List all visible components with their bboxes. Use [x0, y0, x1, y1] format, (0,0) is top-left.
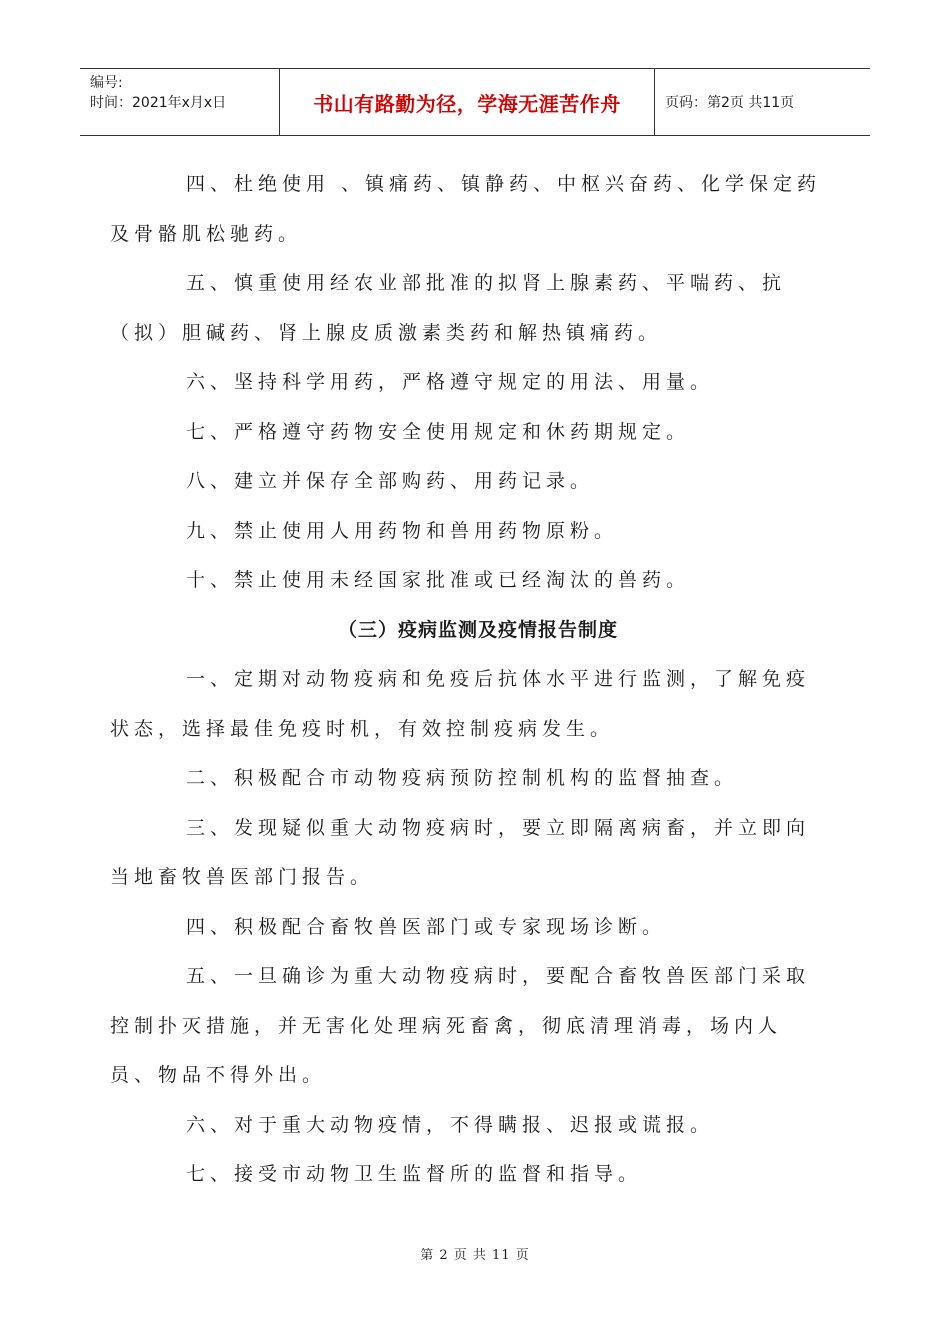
paragraph-line: （拟）胆碱药、肾上腺皮质激素类药和解热镇痛药。 [110, 321, 663, 344]
paragraph-line: 五、一旦确诊为重大动物疫病时，要配合畜牧兽医部门采取 [186, 965, 811, 987]
paragraph [148, 1101, 808, 1151]
paragraph [148, 1150, 808, 1200]
paragraph-line: 八、建立并保存全部购药、用药记录。 [186, 470, 595, 492]
paragraph-line: 及骨骼肌松驰药。 [110, 222, 303, 245]
paragraph [148, 457, 808, 507]
paragraph-line: 员、物品不得外出。 [110, 1064, 327, 1086]
header-page-info: 页码：第2页 共11页 [665, 95, 795, 111]
paragraph-line: 六、对于重大动物疫情，不得瞒报、迟报或谎报。 [186, 1113, 715, 1136]
paragraph [148, 754, 808, 804]
paragraph [110, 952, 811, 1101]
paragraph-line: 控制扑灭措施，并无害化处理病死畜禽，彻底清理消毒，场内人 [110, 1014, 783, 1037]
paragraph [110, 160, 822, 259]
paragraph-line: 七、接受市动物卫生监督所的监督和指导。 [186, 1163, 643, 1185]
header-meta [80, 69, 280, 135]
paragraph [110, 655, 811, 754]
paragraph [148, 408, 808, 458]
page-header [80, 68, 870, 136]
document-body [110, 160, 822, 1200]
page-footer: 第 2 页 共 11 页 [420, 1248, 530, 1263]
paragraph-line: 十、禁止使用未经国家批准或已经淘汰的兽药。 [186, 569, 691, 591]
document-number-label: 编号: [90, 75, 123, 91]
paragraph-line: 六、坚持科学用药，严格遵守规定的用法、用量。 [186, 371, 715, 393]
paragraph-line: 三、发现疑似重大动物疫病时，要立即隔离病畜，并立即向 [186, 816, 811, 839]
paragraph [148, 903, 808, 953]
paragraph-line: 状态，选择最佳免疫时机，有效控制疫病发生。 [110, 717, 615, 740]
paragraph [110, 804, 811, 903]
paragraph-line: 二、积极配合市动物疫病预防控制机构的监督抽查。 [186, 767, 739, 789]
paragraph-group-a [110, 160, 822, 606]
paragraph-line: 四、杜绝使用 、镇痛药、镇静药、中枢兴奋药、化学保定药 [186, 173, 822, 195]
paragraph-line: 四、积极配合畜牧兽医部门或专家现场诊断。 [186, 915, 667, 938]
paragraph-line: 九、禁止使用人用药物和兽用药物原粉。 [186, 519, 619, 542]
paragraph-line: 五、慎重使用经农业部批准的拟肾上腺素药、平喘药、抗 [186, 272, 787, 294]
paragraph-line: 一、定期对动物疫病和免疫后抗体水平进行监测，了解免疫 [186, 668, 811, 690]
paragraph [148, 507, 808, 557]
paragraph [148, 556, 808, 606]
paragraph-line: 七、严格遵守药物安全使用规定和休药期规定。 [186, 420, 691, 443]
document-date: 时间：2021年x月x日 [90, 95, 227, 111]
paragraph [110, 259, 808, 358]
section-heading: （三）疫病监测及疫情报告制度 [337, 618, 618, 641]
paragraph-line: 当地畜牧兽医部门报告。 [110, 866, 375, 888]
paragraph [148, 358, 808, 408]
paragraph-group-b [110, 655, 811, 1200]
header-motto: 书山有路勤为径，学海无涯苦作舟 [280, 69, 655, 135]
